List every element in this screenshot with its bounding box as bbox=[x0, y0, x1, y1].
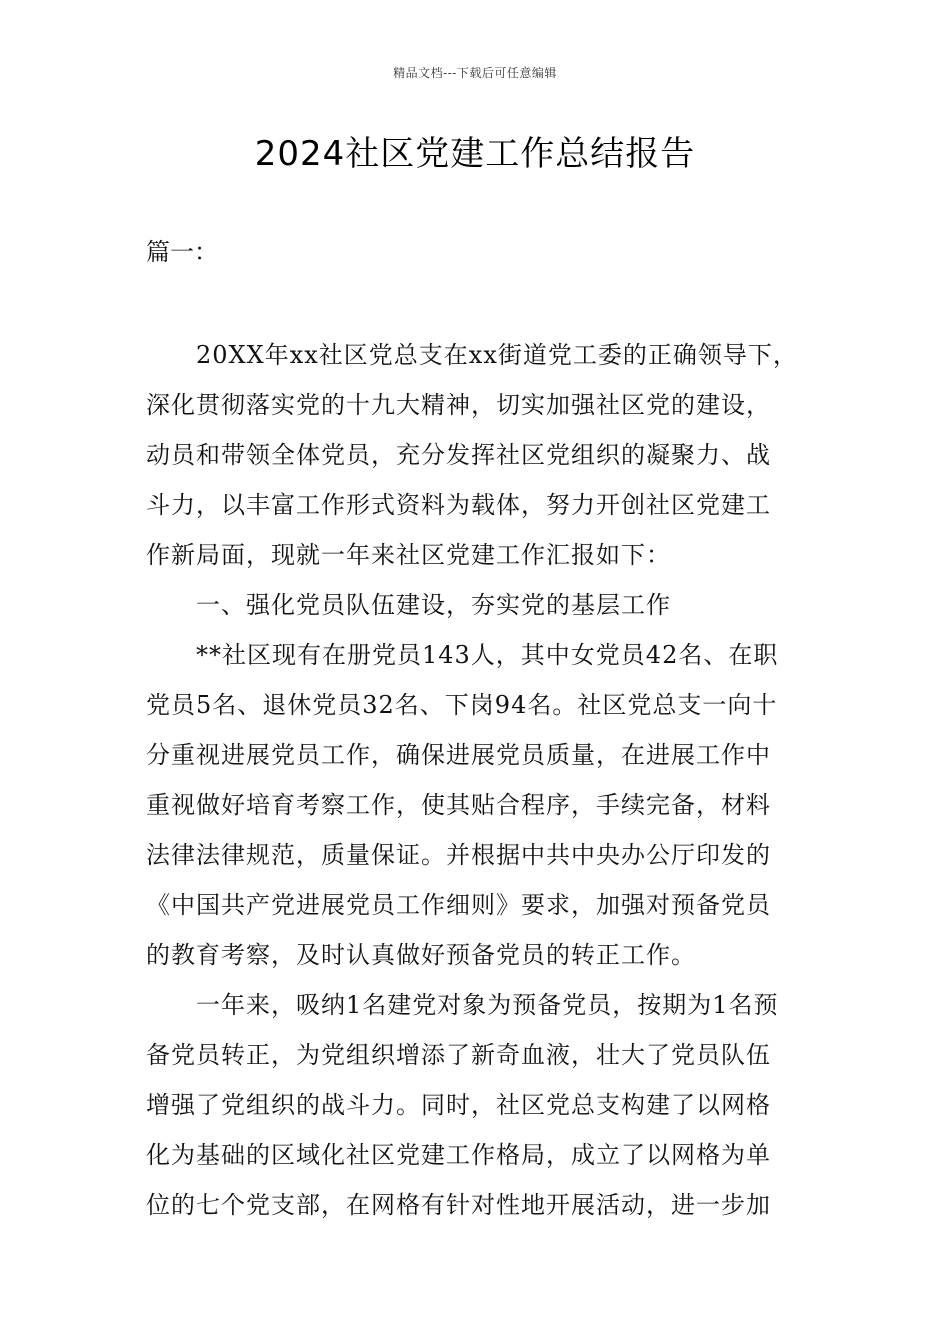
text-line: 的教育考察，及时认真做好预备党员的转正工作。 bbox=[146, 941, 696, 969]
section-label: 篇一： bbox=[146, 238, 218, 266]
text-line: 动员和带领全体党员，充分发挥社区党组织的凝聚力、战 bbox=[146, 441, 771, 469]
text-line: 重视做好培育考察工作，使其贴合程序，手续完备，材料 bbox=[146, 791, 771, 819]
text-line: 法律法律规范，质量保证。并根据中共中央办公厅印发的 bbox=[146, 841, 771, 869]
document-title: 2024社区党建工作总结报告 bbox=[254, 134, 696, 174]
text-line: 备党员转正，为党组织增添了新奇血液，壮大了党员队伍 bbox=[146, 1041, 771, 1069]
text-line: 一、强化党员队伍建设，夯实党的基层工作 bbox=[196, 591, 671, 619]
text-line: 分重视进展党员工作，确保进展党员质量，在进展工作中 bbox=[146, 741, 771, 769]
text-line: 作新局面，现就一年来社区党建工作汇报如下： bbox=[146, 541, 671, 569]
text-line: 深化贯彻落实党的十九大精神，切实加强社区党的建设， bbox=[146, 391, 771, 419]
text-line: 20XX年xx社区党总支在xx街道党工委的正确领导下， bbox=[196, 341, 798, 369]
text-line: 增强了党组织的战斗力。同时，社区党总支构建了以网格 bbox=[146, 1091, 771, 1119]
text-line: 一年来，吸纳1名建党对象为预备党员，按期为1名预 bbox=[196, 991, 779, 1019]
body-text bbox=[146, 330, 811, 1230]
text-line: **社区现有在册党员143人，其中女党员42名、在职 bbox=[196, 641, 779, 669]
text-line: 《中国共产党进展党员工作细则》要求，加强对预备党员 bbox=[146, 891, 771, 919]
page-header: 精品文档---下载后可任意编辑 bbox=[393, 66, 557, 80]
text-line: 斗力，以丰富工作形式资料为载体，努力开创社区党建工 bbox=[146, 491, 771, 519]
text-line: 化为基础的区域化社区党建工作格局，成立了以网格为单 bbox=[146, 1141, 771, 1169]
text-line: 党员5名、退休党员32名、下岗94名。社区党总支一向十 bbox=[146, 691, 778, 719]
text-line: 位的七个党支部，在网格有针对性地开展活动，进一步加 bbox=[146, 1191, 771, 1219]
